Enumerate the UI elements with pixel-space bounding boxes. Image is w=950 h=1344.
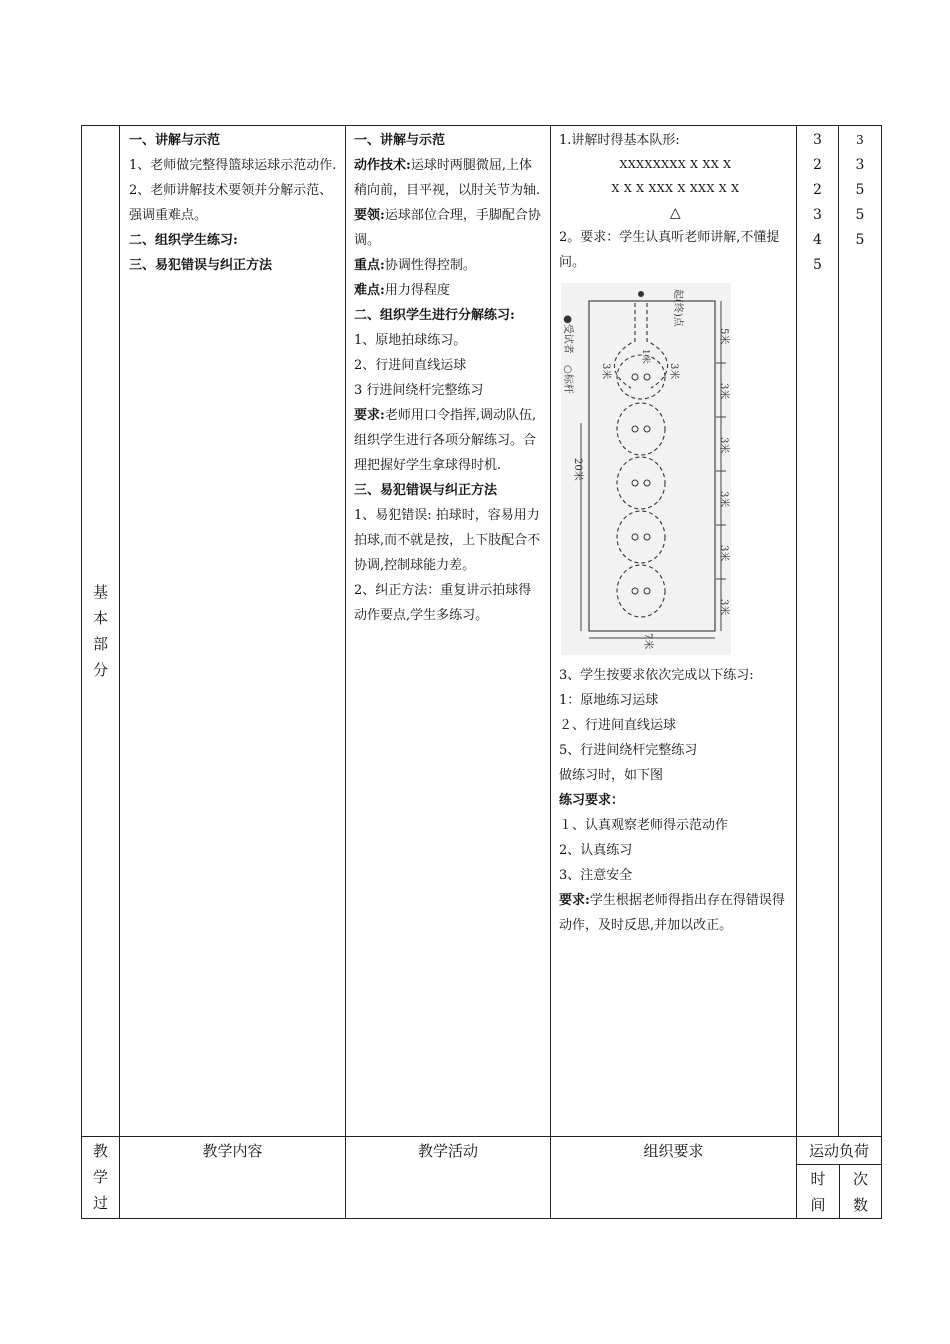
activity-paragraph — [354, 403, 544, 478]
dim-3m-label: 3米 — [718, 383, 729, 400]
teacher-marker: △ — [669, 205, 682, 221]
label: 重点: — [354, 258, 385, 273]
practice-req-item: １、认真观察老师得示范动作 — [559, 818, 729, 833]
organization-cell — [551, 126, 797, 1137]
label: 动作技术: — [354, 158, 411, 173]
dim-5m-label: 5米 — [718, 328, 729, 345]
practice-item: 5、行进间绕杆完整练习 — [559, 743, 698, 758]
header-load — [797, 1137, 882, 1219]
tester-label: ●受试者 — [562, 315, 573, 354]
formation-row: X X X XXX X XXX X X — [611, 182, 740, 195]
activity-paragraph — [354, 278, 544, 303]
time-value: 4 — [813, 232, 822, 248]
text: 老师用口令指挥,调动队伍,组织学生进行各项分解练习。合理把握好学生拿球得时机. — [354, 408, 537, 473]
content-line: 一、讲解与示范 — [129, 133, 221, 148]
section-char: 部 — [92, 635, 108, 653]
activity-step: 3 行进间绕杆完整练习 — [354, 383, 484, 398]
process-label-cell — [82, 1137, 120, 1219]
final-requirement — [559, 888, 792, 938]
content-line: 二、组织学生练习: — [129, 233, 238, 248]
formation-row: XXXXXXXX X XX X — [619, 158, 732, 171]
text: 协调性得控制。 — [384, 258, 476, 273]
dim-3m-label: 3米 — [718, 491, 729, 508]
header-activity: 教学活动 — [346, 1137, 551, 1219]
time-value: 3 — [813, 132, 822, 148]
practice-item: ２、行进间直线运球 — [559, 718, 677, 733]
process-char: 过 — [92, 1194, 108, 1212]
practice-req-item: 3、注意安全 — [559, 868, 633, 883]
gap-1m-label: 1米 — [640, 349, 650, 364]
process-char: 学 — [92, 1168, 108, 1186]
dim-3m-label: 3米 — [718, 437, 729, 454]
activity-heading: 一、讲解与示范 — [354, 133, 446, 148]
section-label-cell — [82, 126, 120, 1137]
header-row — [82, 1137, 882, 1219]
time-value: 2 — [813, 157, 822, 173]
activity-paragraph — [354, 153, 544, 203]
count-value: 3 — [856, 133, 864, 147]
practice-intro: 3、学生按要求依次完成以下练习: — [559, 668, 754, 683]
formation-title: 1.讲解时得基本队形: — [559, 133, 680, 148]
count-char: 数 — [852, 1196, 868, 1214]
gap-3m-label: 3米 — [668, 363, 679, 380]
activity-heading: 二、组织学生进行分解练习: — [354, 308, 515, 323]
label: 要求: — [559, 893, 590, 908]
time-value: 2 — [813, 182, 822, 198]
requirement-2: 2。要求：学生认真听老师讲解,不懂提问。 — [559, 230, 780, 270]
pole-label: ○标杆 — [562, 365, 573, 394]
start-label: 起(终)点 — [672, 289, 683, 327]
text: 运球时两腿微屈,上体稍向前，目平视，以肘关节为轴. — [354, 158, 541, 198]
teaching-activity-cell — [346, 126, 551, 1137]
time-char: 时 — [810, 1170, 826, 1188]
time-cell — [797, 126, 839, 1137]
load-count-header — [840, 1165, 882, 1219]
process-char: 教 — [92, 1142, 108, 1160]
load-label: 运动负荷 — [797, 1137, 881, 1165]
label: 要领: — [354, 208, 385, 223]
activity-paragraph — [354, 203, 544, 253]
header-organization: 组织要求 — [551, 1137, 797, 1219]
activity-paragraph: 1、易犯错误: 拍球时，容易用力拍球,而不就是按，上下肢配合不协调,控制球能力差。 — [354, 508, 541, 573]
practice-note: 做练习时，如下图 — [559, 768, 664, 783]
count-value: 5 — [855, 182, 865, 198]
activity-paragraph — [354, 253, 544, 278]
section-char: 本 — [92, 609, 108, 627]
time-char: 间 — [810, 1196, 826, 1214]
length-20m-label: 20米 — [572, 458, 583, 481]
dim-3m-label: 3米 — [718, 599, 729, 616]
text: 用力得程度 — [384, 283, 450, 298]
content-line: 三、易犯错误与纠正方法 — [129, 258, 273, 273]
teaching-content-cell — [120, 126, 346, 1137]
time-value: 5 — [813, 257, 822, 273]
practice-item: 1：原地练习运球 — [559, 693, 659, 708]
activity-heading: 三、易犯错误与纠正方法 — [354, 483, 498, 498]
label: 要求: — [354, 408, 385, 423]
text: 运球部位合理，手脚配合协调。 — [354, 208, 541, 248]
practice-req-title: 练习要求： — [559, 793, 625, 808]
lesson-plan-table — [81, 125, 882, 1219]
dim-3m-label: 3米 — [718, 545, 729, 562]
count-value: 3 — [855, 157, 865, 173]
diagram-background — [561, 283, 731, 655]
dribble-course-diagram — [561, 283, 731, 655]
load-time-header — [797, 1165, 840, 1219]
gap-3m-label: 3米 — [600, 363, 611, 380]
basic-part-row — [82, 126, 882, 1137]
text: 学生根据老师得指出存在得错误得动作，及时反思,并加以改正。 — [559, 893, 785, 933]
count-value: 5 — [855, 207, 865, 223]
load-subtable — [797, 1137, 881, 1218]
content-line: 2、老师讲解技术要领并分解示范、强调重难点。 — [129, 183, 333, 223]
content-line: 1、老师做完整得篮球运球示范动作. — [129, 158, 337, 173]
activity-step: 1、原地拍球练习。 — [354, 333, 467, 348]
practice-req-item: 2、认真练习 — [559, 843, 633, 858]
count-cell — [839, 126, 882, 1137]
header-content: 教学内容 — [120, 1137, 346, 1219]
count-value: 5 — [855, 232, 865, 248]
activity-paragraph: 2、纠正方法：重复讲示拍球得动作要点,学生多练习。 — [354, 583, 532, 623]
section-char: 基 — [92, 583, 108, 601]
start-marker — [638, 291, 644, 297]
activity-step: 2、行进间直线运球 — [354, 358, 467, 373]
section-char: 分 — [92, 661, 108, 679]
label: 难点: — [354, 283, 385, 298]
width-7m-label: 7米 — [642, 633, 653, 650]
time-value: 3 — [813, 207, 822, 223]
count-char: 次 — [852, 1170, 868, 1188]
